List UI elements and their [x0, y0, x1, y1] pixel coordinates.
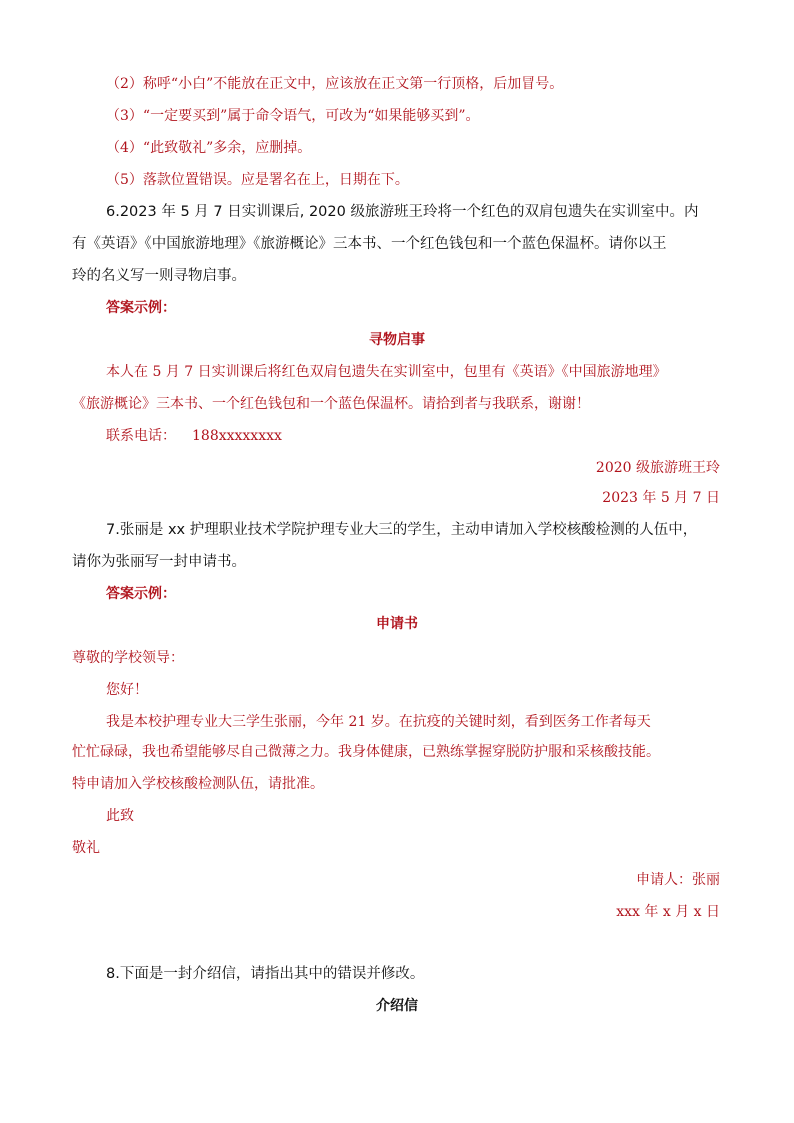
application-date: xxx 年 x 月 x 日 — [616, 904, 720, 920]
contact-phone: 188xxxxxxxx — [192, 428, 282, 444]
correction-item-5: （5）落款位置错误。应是署名在上，日期在下。 — [106, 172, 409, 188]
introduction-letter-title: 介绍信 — [376, 998, 418, 1014]
correction-item-3: （3）“一定要买到”属于命令语气，可改为“如果能够买到”。 — [106, 108, 480, 124]
application-greeting: 您好！ — [106, 682, 148, 698]
question-6-line-2: 有《英语》《中国旅游地理》《旅游概论》三本书、一个红色钱包和一个蓝色保温杯。请你以王 — [72, 236, 667, 252]
lost-notice-body-2: 《旅游概论》三本书、一个红色钱包和一个蓝色保温杯。请拾到者与我联系，谢谢！ — [72, 396, 590, 412]
lost-notice-date: 2023 年 5 月 7 日 — [602, 490, 720, 506]
application-body-3: 特申请加入学校核酸检测队伍，请批准。 — [72, 776, 324, 792]
lost-notice-title: 寻物启事 — [369, 332, 425, 348]
answer-label-7: 答案示例： — [106, 586, 176, 602]
application-closing-1: 此致 — [106, 808, 134, 824]
question-7-line-1: 7.张丽是 xx 护理职业技术学院护理专业大三的学生，主动申请加入学校核酸检测的人伍中， — [106, 522, 698, 538]
question-6-line-3: 玲的名义写一则寻物启事。 — [72, 268, 246, 284]
application-body-2: 忙忙碌碌，我也希望能够尽自己微薄之力。我身体健康，已熟练掌握穿脱防护服和采核酸技能。 — [72, 744, 660, 760]
application-signature: 申请人：张丽 — [636, 872, 720, 888]
application-closing-2: 敬礼 — [72, 840, 100, 856]
lost-notice-body-1: 本人在 5 月 7 日实训课后将红色双肩包遗失在实训室中，包里有《英语》《中国旅游地理》 — [106, 364, 667, 380]
application-title: 申请书 — [376, 616, 418, 632]
correction-item-2: （2）称呼“小白”不能放在正文中，应该放在正文第一行顶格，后加冒号。 — [106, 76, 564, 92]
lost-notice-signature: 2020 级旅游班王玲 — [595, 460, 720, 476]
application-salutation: 尊敬的学校领导： — [72, 650, 184, 666]
application-body-1: 我是本校护理专业大三学生张丽，今年 21 岁。在抗疫的关键时刻，看到医务工作者每天 — [106, 714, 651, 730]
question-8-line-1: 8.下面是一封介绍信，请指出其中的错误并修改。 — [106, 966, 425, 982]
correction-item-4: （4）“此致敬礼”多余，应删掉。 — [106, 140, 312, 156]
question-6-line-1: 6.2023 年 5 月 7 日实训课后, 2020 级旅游班王玲将一个红色的双肩包遗失在实训室中。内 — [106, 204, 699, 220]
answer-label-6: 答案示例： — [106, 300, 176, 316]
contact-label: 联系电话： — [106, 428, 176, 444]
question-7-line-2: 请你为张丽写一封申请书。 — [72, 554, 246, 570]
